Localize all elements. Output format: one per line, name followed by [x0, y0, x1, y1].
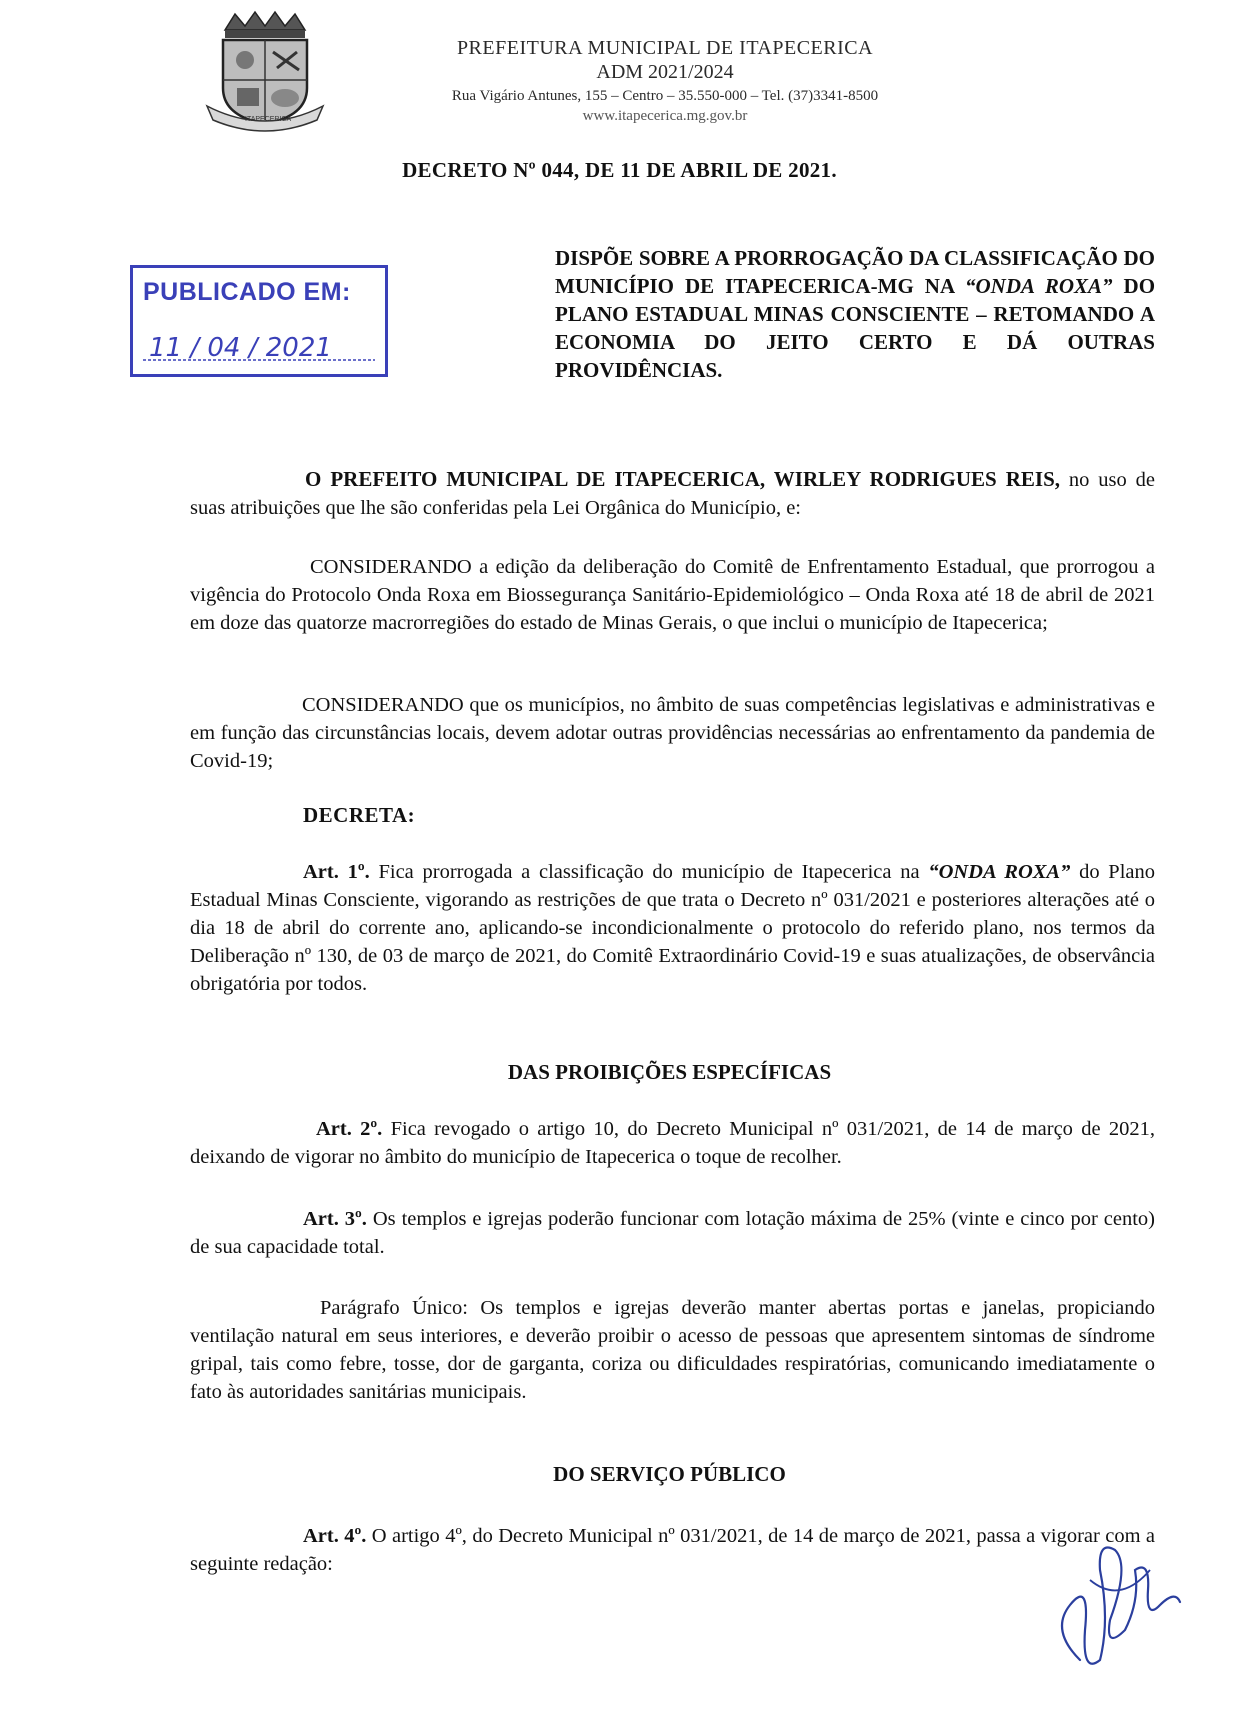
- summary-part-2: DO PLANO ESTADUAL MINAS CONSCIENTE – RETOMANDO A ECONOMIA DO JEITO CERTO E DÁ OUTRAS PROVIDÊNCIAS.: [555, 274, 1156, 382]
- article-4-label: Art. 4º.: [303, 1525, 367, 1547]
- article-1: [190, 858, 1155, 998]
- preamble-text: no uso de suas atribuições que lhe são conferidas pela Lei Orgânica do Município, e:: [190, 469, 1155, 519]
- article-1-quote: “ONDA ROXA”: [928, 861, 1071, 883]
- article-3: [190, 1205, 1155, 1261]
- municipal-crest: [205, 8, 325, 138]
- article-3-label: Art. 3º.: [303, 1208, 367, 1230]
- stamp-label: PUBLICADO EM:: [143, 278, 351, 306]
- article-1-text-a: Fica prorrogada a classificação do município de Itapecerica na: [378, 861, 920, 883]
- article-2-label: Art. 2º.: [316, 1118, 383, 1140]
- considerando-2: [190, 691, 1155, 775]
- section-heading-proibicoes: DAS PROIBIÇÕES ESPECÍFICAS: [507, 1060, 832, 1084]
- mayor-name: O PREFEITO MUNICIPAL DE ITAPECERICA, WIRLEY RODRIGUES REIS,: [305, 467, 1061, 491]
- summary-quote: “ONDA ROXA”: [964, 274, 1113, 298]
- preamble: [190, 465, 1155, 522]
- decreta-heading: DECRETA:: [303, 803, 416, 827]
- crest-ribbon-text: ITAPECERICA: [245, 116, 292, 123]
- address-line: Rua Vigário Antunes, 155 – Centro – 35.550-000 – Tel. (37)3341-8500: [451, 88, 879, 104]
- stamp-date-handwriting: [143, 326, 375, 366]
- stamp-date: [143, 326, 375, 366]
- considerando-1-text: CONSIDERANDO a edição da deliberação do Comitê de Enfrentamento Estadual, que prorrogou a vigência do Protocolo Onda Roxa em Biossegurança Sanitário-Epidemiológico – Onda Roxa até 18 de abril de 2021 em doze das quatorze macrorregiões do estado de Minas Gerais, o que inclui o município de Itapecerica;: [190, 556, 1155, 634]
- article-2: [190, 1115, 1155, 1171]
- decree-title: DECRETO Nº 044, DE 11 DE ABRIL DE 2021.: [402, 158, 837, 182]
- article-3-text: Os templos e igrejas poderão funcionar com lotação máxima de 25% (vinte e cinco por cento) de sua capacidade total.: [190, 1208, 1156, 1258]
- publication-stamp: [130, 265, 388, 377]
- considerando-2-text: CONSIDERANDO que os municípios, no âmbito de suas competências legislativas e administrativas e em função das circunstâncias locais, devem adotar outras providências necessárias ao enfrentamento da pandemia de Covid-19;: [190, 694, 1155, 772]
- website-link[interactable]: www.itapecerica.mg.gov.br: [582, 108, 748, 124]
- municipality-name: PREFEITURA MUNICIPAL DE ITAPECERICA: [456, 37, 874, 59]
- signature: [1040, 1510, 1190, 1690]
- administration-term: ADM 2021/2024: [596, 61, 734, 83]
- article-1-label: Art. 1º.: [303, 861, 370, 883]
- article-4: [190, 1522, 1155, 1578]
- summary-part-1: DISPÕE SOBRE A PRORROGAÇÃO DA CLASSIFICAÇÃO DO MUNICÍPIO DE ITAPECERICA-MG NA: [555, 246, 1155, 298]
- article-4-text: O artigo 4º, do Decreto Municipal nº 031/2021, de 14 de março de 2021, passa a vigorar com a seguinte redação:: [190, 1525, 1156, 1575]
- letterhead: [340, 36, 990, 126]
- considerando-1: [190, 553, 1155, 637]
- decree-summary: [555, 244, 1155, 384]
- article-2-text: Fica revogado o artigo 10, do Decreto Municipal nº 031/2021, de 14 de março de 2021, deixando de vigorar no âmbito do município de Itapecerica o toque de recolher.: [190, 1118, 1155, 1168]
- paragrafo-unico-text: Parágrafo Único: Os templos e igrejas deverão manter abertas portas e janelas, propiciando ventilação natural em seus interiores, e deverão proibir o acesso de pessoas que apresentem sintomas de síndrome gripal, tais como febre, tosse, dor de garganta, coriza ou dificuldades respiratórias, comunicando imediatamente o fato às autoridades sanitárias municipais.: [190, 1297, 1155, 1403]
- section-heading-servico-publico: DO SERVIÇO PÚBLICO: [553, 1462, 786, 1486]
- article-1-text-b: do Plano Estadual Minas Consciente, vigorando as restrições de que trata o Decreto nº 031/2021 e posteriores alterações até o dia 18 de abril do corrente ano, aplicando-se incondicionalmente o protocolo do referido plano, nos termos da Deliberação nº 130, de 03 de março de 2021, do Comitê Extraordinário Covid-19 e suas atualizações, de observância obrigatória por todos.: [190, 861, 1156, 995]
- stamp-date-text: 11 / 04 / 2021: [149, 333, 332, 363]
- paragrafo-unico: [190, 1294, 1155, 1406]
